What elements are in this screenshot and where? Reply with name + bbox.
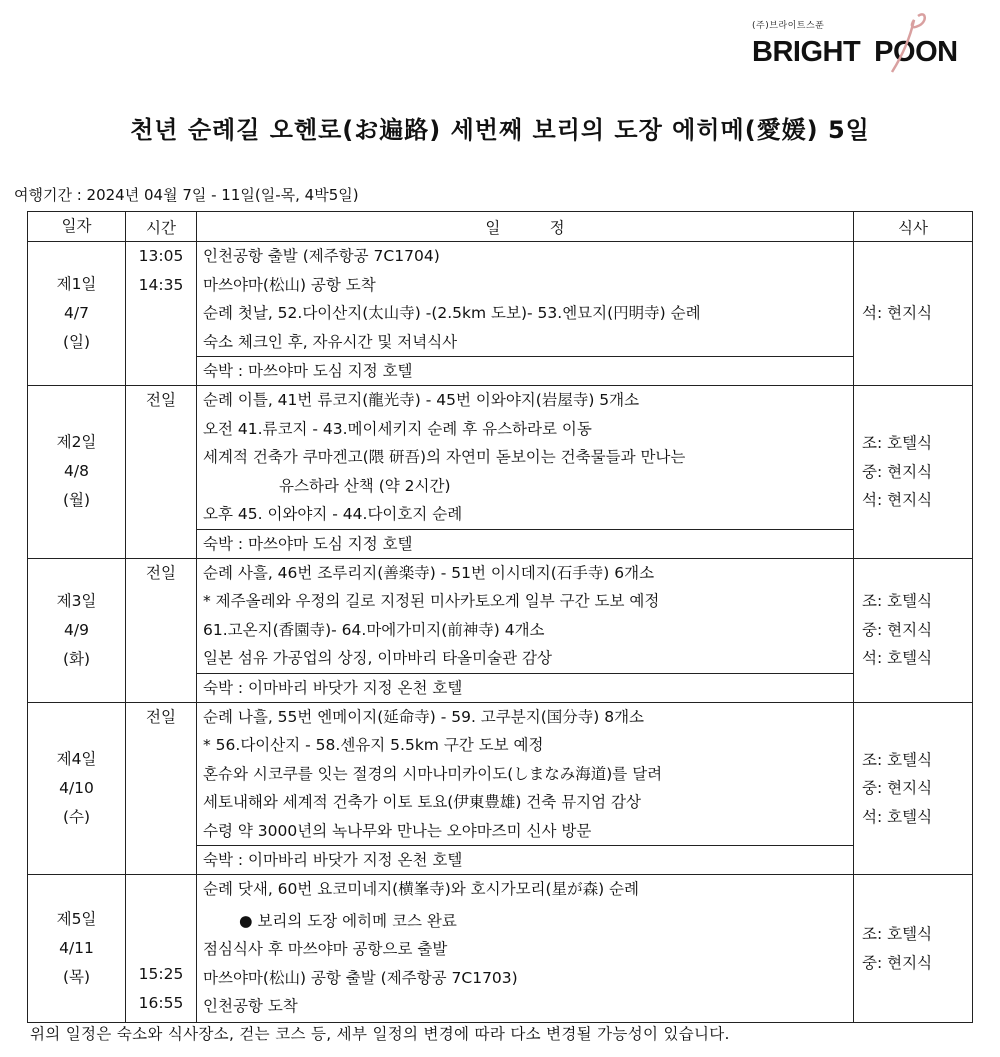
schedule-line: 수령 약 3000년의 녹나무와 만나는 오야마즈미 신사 방문 — [203, 821, 592, 840]
schedule-cell — [197, 875, 854, 1023]
lodging-line: 숙박 : 이마바리 바닷가 지정 온천 호텔 — [197, 845, 853, 874]
logo-korean: (주)브라이트스푼 — [752, 21, 825, 31]
day-label: 제3일 4/9 (화) — [28, 558, 126, 702]
meal-cell: 조: 호텔식 중: 현지식 석: 호텔식 — [854, 558, 973, 702]
logo-brand: BRIGHT POON — [752, 36, 958, 68]
time-cell: 13:05 14:35 — [126, 242, 197, 386]
company-logo — [752, 14, 982, 74]
header-day: 일자 — [28, 212, 126, 242]
schedule-cell — [197, 386, 854, 559]
header-schedule: 일 정 — [197, 212, 854, 242]
schedule-line: 순례 나흘, 55번 엔메이지(延命寺) - 59. 고쿠분지(国分寺) 8개소 — [203, 707, 645, 726]
table-row-day2 — [28, 386, 973, 559]
meal-cell: 조: 호텔식 중: 현지식 — [854, 875, 973, 1023]
schedule-cell — [197, 558, 854, 702]
schedule-line: 순례 닷새, 60번 요코미네지(横峯寺)와 호시가모리(星が森) 순례 — [203, 880, 639, 898]
schedule-line: 유스하라 산책 (약 2시간) — [279, 476, 451, 495]
schedule-line: 세토내해와 세계적 건축가 이토 토요(伊東豊雄) 건축 뮤지엄 감상 — [203, 793, 641, 811]
schedule-line: ● 보리의 도장 에히메 코스 완료 — [239, 911, 457, 930]
travel-period: 여행기간 : 2024년 04월 7일 - 11일(일-목, 4박5일) — [14, 186, 359, 204]
table-row-day1 — [28, 242, 973, 386]
schedule-cell — [197, 242, 854, 386]
schedule-line: 점심식사 후 마쓰야마 공항으로 출발 — [203, 940, 448, 958]
day-label: 제2일 4/8 (월) — [28, 386, 126, 559]
schedule-line: 인천공항 도착 — [203, 997, 298, 1015]
footnote: 위의 일정은 숙소와 식사장소, 걷는 코스 등, 세부 일정의 변경에 따라 다소 변경될 가능성이 있습니다. — [30, 1025, 730, 1043]
schedule-line: 인천공항 출발 (제주항공 7C1704) — [203, 247, 440, 265]
schedule-line: 숙소 체크인 후, 자유시간 및 저녁식사 — [203, 332, 458, 351]
schedule-line: * 56.다이산지 - 58.센유지 5.5km 구간 도보 예정 — [203, 736, 544, 754]
schedule-line: 마쓰야마(松山) 공항 출발 (제주항공 7C1703) — [203, 968, 518, 987]
time-cell: 전일 — [126, 386, 197, 559]
page-title: 천년 순례길 오헨로(お遍路) 세번째 보리의 도장 에히메(愛媛) 5일 — [130, 116, 870, 144]
time-cell: 15:25 16:55 — [126, 875, 197, 1023]
table-header-row — [28, 212, 973, 242]
schedule-line: 일본 섬유 가공업의 상징, 이마바리 타올미술관 감상 — [203, 649, 552, 667]
schedule-line: 오후 45. 이와야지 - 44.다이호지 순례 — [203, 505, 463, 523]
day-label: 제1일 4/7 (일) — [28, 242, 126, 386]
schedule-line: 61.고온지(香園寺)- 64.마에가미지(前神寺) 4개소 — [203, 620, 545, 639]
schedule-line: 오전 41.류코지 - 43.메이세키지 순례 후 유스하라로 이동 — [203, 419, 592, 438]
meal-cell: 조: 호텔식 중: 현지식 석: 현지식 — [854, 386, 973, 559]
header-time: 시간 — [126, 212, 197, 242]
schedule-line: 세계적 건축가 쿠마겐고(隈 研吾)의 자연미 돋보이는 건축물들과 만나는 — [203, 448, 686, 466]
header-meals: 식사 — [854, 212, 973, 242]
table-row-day4 — [28, 702, 973, 875]
lodging-line: 숙박 : 마쓰야마 도심 지정 호텔 — [197, 356, 853, 385]
time-cell: 전일 — [126, 702, 197, 875]
meal-cell: 조: 호텔식 중: 현지식 석: 호텔식 — [854, 702, 973, 875]
schedule-cell — [197, 702, 854, 875]
schedule-line: 순례 이틀, 41번 류코지(龍光寺) - 45번 이와야지(岩屋寺) 5개소 — [203, 391, 640, 409]
schedule-line: 마쓰야마(松山) 공항 도착 — [203, 275, 376, 294]
spoon-icon — [888, 8, 928, 78]
day-label: 제4일 4/10 (수) — [28, 702, 126, 875]
table-row-day3 — [28, 558, 973, 702]
schedule-line: 혼슈와 시코쿠를 잇는 절경의 시마나미카이도(しまなみ海道)를 달려 — [203, 764, 663, 783]
day-label: 제5일 4/11 (목) — [28, 875, 126, 1023]
itinerary-table — [27, 211, 973, 1023]
schedule-line: * 제주올레와 우정의 길로 지정된 미사카토오게 일부 구간 도보 예정 — [203, 592, 660, 610]
lodging-line: 숙박 : 이마바리 바닷가 지정 온천 호텔 — [197, 673, 853, 702]
schedule-line: 순례 첫날, 52.다이산지(太山寺) -(2.5km 도보)- 53.엔묘지(円明寺) 순례 — [203, 304, 701, 322]
schedule-line: 순례 사흘, 46번 조루리지(善楽寺) - 51번 이시데지(石手寺) 6개소 — [203, 563, 655, 582]
time-cell: 전일 — [126, 558, 197, 702]
meal-cell: 석: 현지식 — [854, 242, 973, 386]
table-row-day5 — [28, 875, 973, 1023]
lodging-line: 숙박 : 마쓰야마 도심 지정 호텔 — [197, 529, 853, 558]
